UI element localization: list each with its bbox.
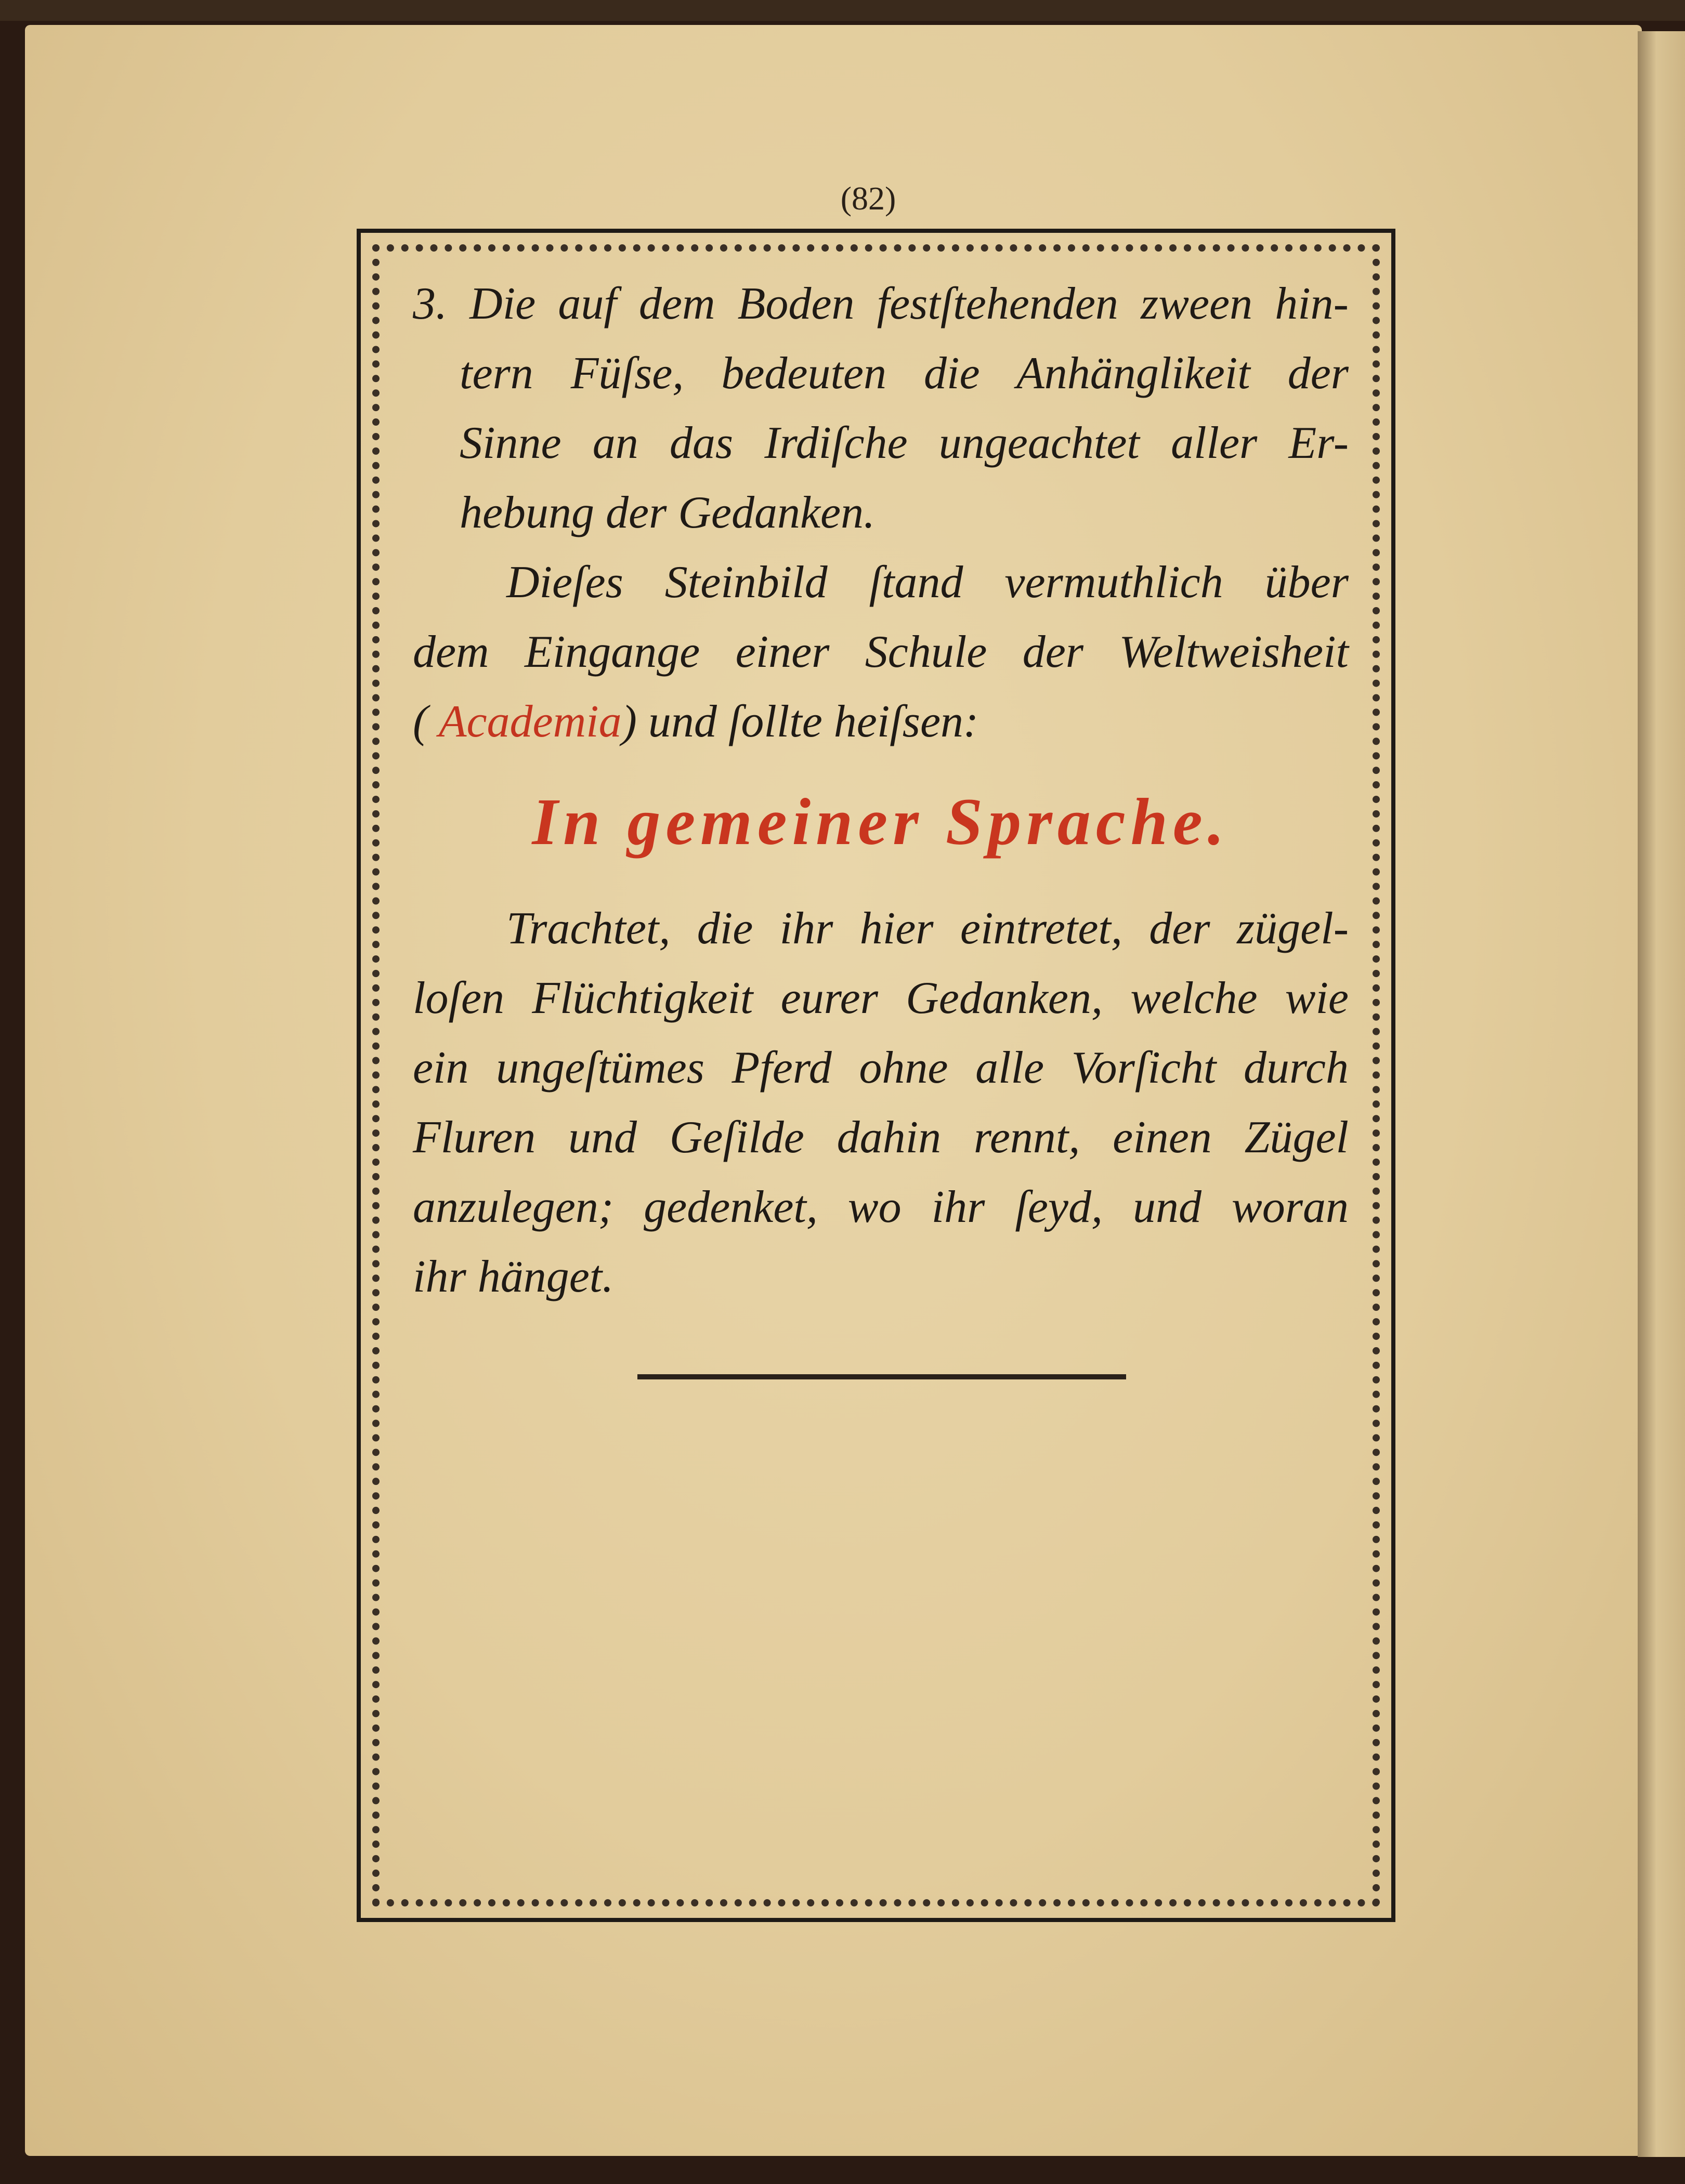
body-text: [413, 269, 1349, 1312]
page-number: (82): [840, 180, 896, 217]
text-line: ihr hänget.: [413, 1252, 614, 1302]
text-line: [413, 687, 1349, 757]
text-line: hebung der Gedanken.: [460, 488, 876, 538]
text-line: Fluren und Geſilde dahin rennt, einen Zügel: [413, 1112, 1349, 1163]
line-end: ) und ſollte heiſsen:: [621, 696, 979, 747]
scan-background: [0, 0, 1685, 21]
text-line: 3. Die auf dem Boden festſtehenden zween hin-: [413, 279, 1349, 329]
highlight-word: Academia: [438, 696, 622, 747]
text-line: loſen Flüchtigkeit eurer Gedanken, welche wie: [413, 973, 1349, 1023]
text-line: Sinne an das Irdiſche ungeachtet aller Er-: [460, 418, 1349, 468]
text-line: tern Füſse, bedeuten die Anhänglikeit der: [460, 348, 1349, 399]
text-line: Dieſes Steinbild ſtand vermuthlich über: [506, 557, 1349, 608]
ornamental-frame: [357, 229, 1395, 1922]
open-paren: (: [413, 696, 428, 747]
facing-page-edge: [1638, 31, 1685, 2157]
divider-rule: [637, 1374, 1126, 1379]
text-line: anzulegen; gedenket, wo ihr ſeyd, und woran: [413, 1182, 1349, 1232]
text-line: ein ungeſtümes Pferd ohne alle Vorſicht durch: [413, 1043, 1349, 1093]
text-line: Trachtet, die ihr hier eintretet, der zügel-: [506, 903, 1349, 954]
text-line: dem Eingange einer Schule der Weltweisheit: [413, 627, 1349, 677]
headline: In gemeiner Sprache.: [532, 785, 1230, 859]
